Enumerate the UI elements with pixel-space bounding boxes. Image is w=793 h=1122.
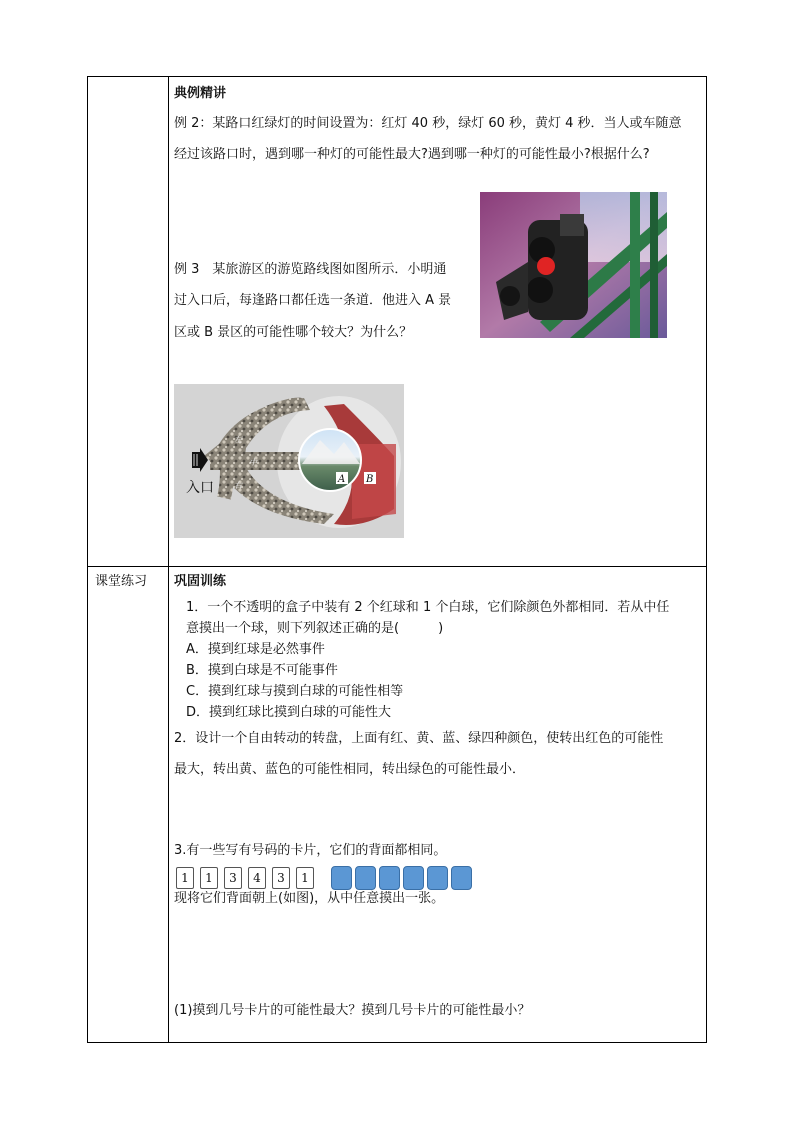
- question3-line1: 3.有一些写有号码的卡片，它们的背面都相同。: [174, 843, 447, 858]
- card-back: [355, 866, 376, 890]
- number-card: 1: [200, 867, 218, 889]
- question2-line2: 最大，转出黄、蓝色的可能性相同，转出绿色的可能性最小．: [174, 762, 526, 777]
- option-d: D．摸到红球比摸到白球的可能性大: [186, 705, 392, 720]
- number-card: 3: [272, 867, 290, 889]
- row-divider: [88, 566, 706, 567]
- number-card: 4: [248, 867, 266, 889]
- question1-line2: 意摸出一个球，则下列叙述正确的是( ): [186, 621, 444, 636]
- row-label-practice: 课堂练习: [95, 574, 148, 589]
- map-scenic-b-label: B: [366, 474, 374, 485]
- question3-line2: 现将它们背面朝上(如图)，从中任意摸出一张。: [174, 891, 445, 906]
- question1-line1: 1．一个不透明的盒子中装有 2 个红球和 1 个白球，它们除颜色外都相同．若从中任: [186, 600, 670, 615]
- number-card: 3: [224, 867, 242, 889]
- example3-line3: 区或 B 景区的可能性哪个较大？为什么？: [174, 325, 413, 340]
- example3-line2: 过入口后，每逢路口都任选一条道．他进入 A 景: [174, 293, 452, 308]
- card-back: [451, 866, 472, 890]
- option-a: A．摸到红球是必然事件: [186, 642, 325, 657]
- number-card: 1: [296, 867, 314, 889]
- map-route-middle-label: 中: [249, 458, 257, 467]
- section-heading-training: 巩固训练: [174, 574, 227, 589]
- example2-line1: 例 2：某路口红绿灯的时间设置为：红灯 40 秒，绿灯 60 秒，黄灯 4 秒．当人或车随意: [174, 116, 682, 131]
- traffic-light-photo: [480, 192, 667, 338]
- option-b: B．摸到白球是不可能事件: [186, 663, 338, 678]
- map-scenic-a-label: A: [338, 474, 346, 485]
- card-back: [427, 866, 448, 890]
- option-c: C．摸到红球与摸到白球的可能性相等: [186, 684, 404, 699]
- tour-route-map: [174, 384, 404, 538]
- map-entrance-label: 入口: [186, 480, 214, 496]
- question3-sub1: (1)摸到几号卡片的可能性最大？摸到几号卡片的可能性最小？: [174, 1003, 531, 1018]
- card-back: [331, 866, 352, 890]
- example3-line1: 例 3 某旅游区的游览路线图如图所示．小明通: [174, 262, 447, 277]
- card-back: [403, 866, 424, 890]
- question2-line1: 2．设计一个自由转动的转盘，上面有红、黄、蓝、绿四种颜色，使转出红色的可能性: [174, 731, 664, 746]
- column-divider: [168, 77, 169, 1042]
- section-heading-examples: 典例精讲: [174, 86, 227, 101]
- map-route-left-label: 左: [234, 435, 242, 444]
- map-route-right-label: 右: [234, 481, 242, 490]
- example2-line2: 经过该路口时，遇到哪一种灯的可能性最大?遇到哪一种灯的可能性最小?根据什么?: [174, 147, 650, 162]
- card-back: [379, 866, 400, 890]
- number-card: 1: [176, 867, 194, 889]
